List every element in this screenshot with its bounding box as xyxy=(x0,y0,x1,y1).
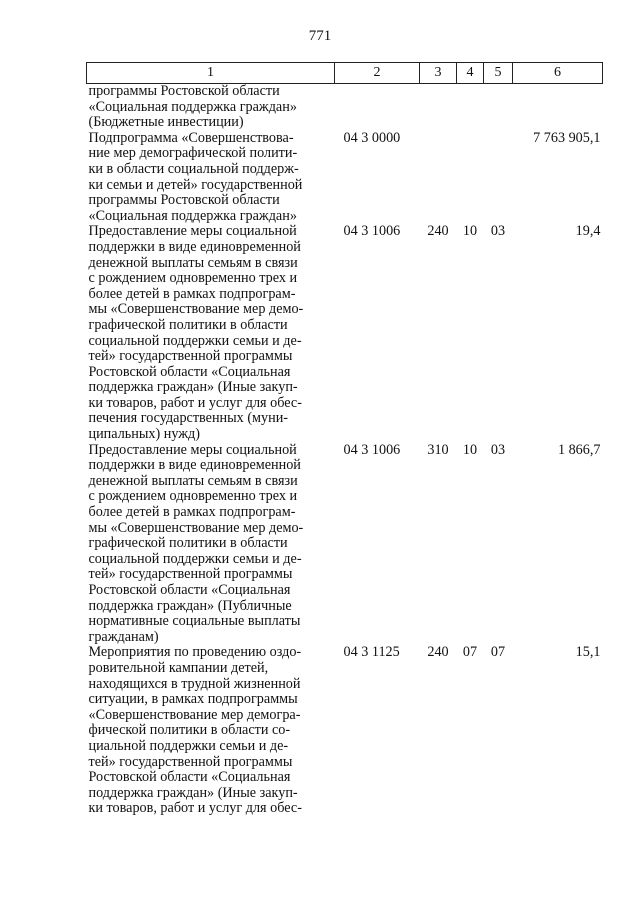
row-name-line: Подпрограмма «Совершенствова- xyxy=(88,129,294,146)
row-name xyxy=(87,84,335,131)
row-name-line: ние мер демографической полити- xyxy=(88,145,298,162)
header-col-pr: 5 xyxy=(484,63,513,84)
row-amount: 1 866,7 xyxy=(557,441,601,458)
header-col-rz: 4 xyxy=(457,63,484,84)
row-name xyxy=(87,131,335,225)
row-name-line: Ростовской области «Социальная xyxy=(88,363,291,380)
header-col-amount: 6 xyxy=(513,63,603,84)
row-name-line: более детей в рамках подпрограм- xyxy=(88,504,296,521)
table-row xyxy=(87,84,603,131)
row-name-line: более детей в рамках подпрограм- xyxy=(88,285,296,302)
row-name-line: программы Ростовской области xyxy=(88,83,280,99)
row-name-line: социальной поддержки семьи и де- xyxy=(88,550,302,567)
row-name-line: тей» государственной программы xyxy=(88,753,293,770)
row-name-line: нормативные социальные выплаты xyxy=(88,613,301,630)
row-code: 04 3 1006 xyxy=(343,223,401,240)
row-name-line: Ростовской области «Социальная xyxy=(88,769,291,786)
row-name-line: тей» государственной программы xyxy=(88,348,293,365)
row-pr: 07 xyxy=(490,644,506,661)
row-name-line: ситуации, в рамках подпрограммы xyxy=(88,691,298,708)
header-row xyxy=(87,63,603,84)
row-code: 04 3 0000 xyxy=(343,129,401,146)
page-number: 771 xyxy=(308,28,332,44)
header-col-code: 2 xyxy=(335,63,420,84)
row-name-line: мы «Совершенствование мер демо- xyxy=(88,301,304,318)
row-vr: 240 xyxy=(427,644,449,661)
row-name xyxy=(87,645,335,817)
row-name-line: ровительной кампании детей, xyxy=(88,659,269,676)
row-name-line: Ростовской области «Социальная xyxy=(88,582,291,598)
row-name-line: «Совершенствование мер демогра- xyxy=(88,706,301,723)
row-name-line: поддержка граждан» (Публичные xyxy=(88,597,292,614)
row-name-line: графической политики в области xyxy=(88,316,288,333)
row-amount xyxy=(513,84,603,131)
row-name-line: «Социальная поддержка граждан» xyxy=(88,207,297,224)
row-rz: 10 xyxy=(462,223,478,240)
row-name-line: с рождением одновременно трех и xyxy=(88,488,298,505)
row-name-line: фической политики в области со- xyxy=(88,722,291,739)
row-name-line: ки семьи и детей» государственной xyxy=(88,176,303,193)
row-code xyxy=(335,84,420,131)
row-vr: 240 xyxy=(427,223,449,240)
row-amount: 19,4 xyxy=(575,223,601,240)
row-name-line: печения государственных (муни- xyxy=(88,410,289,427)
row-name-line: поддержка граждан» (Иные закуп- xyxy=(88,379,298,396)
row-name-line: социальной поддержки семьи и де- xyxy=(88,332,302,349)
row-name-line: (Бюджетные инвестиции) xyxy=(88,114,244,131)
row-rz: 07 xyxy=(462,644,478,661)
row-pr: 03 xyxy=(490,441,506,458)
row-rz: 10 xyxy=(462,441,478,458)
row-amount: 7 763 905,1 xyxy=(533,129,601,146)
row-name-line: поддержка граждан» (Иные закуп- xyxy=(88,784,298,801)
row-amount: 15,1 xyxy=(575,644,601,661)
row-name-line: «Социальная поддержка граждан» xyxy=(88,98,297,115)
row-name-line: циальной поддержки семьи и де- xyxy=(88,737,289,754)
row-rz xyxy=(457,84,484,131)
row-name-line: Предоставление меры социальной xyxy=(88,223,297,240)
row-pr xyxy=(484,84,513,131)
row-name-line: Мероприятия по проведению оздо- xyxy=(88,644,302,661)
row-name-line: денежной выплаты семьям в связи xyxy=(88,472,298,489)
row-name-line: программы Ростовской области xyxy=(88,192,280,209)
row-name xyxy=(87,443,335,646)
row-name-line: ки в области социальной поддерж- xyxy=(88,160,299,177)
header-col-vr: 3 xyxy=(420,63,457,84)
row-name-line: денежной выплаты семьям в связи xyxy=(88,254,298,271)
row-name-line: ки товаров, работ и услуг для обес- xyxy=(88,394,302,411)
row-name-line: мы «Совершенствование мер демо- xyxy=(88,519,304,536)
row-name-line: Предоставление меры социальной xyxy=(88,441,297,458)
row-name-line: ципальных) нужд) xyxy=(88,426,200,443)
table-row xyxy=(87,443,603,646)
row-vr xyxy=(420,131,457,225)
row-name-line: находящихся в трудной жизненной xyxy=(88,675,301,692)
budget-table xyxy=(86,62,603,817)
row-code: 04 3 1006 xyxy=(343,441,401,458)
table-row xyxy=(87,131,603,225)
row-name-line: графической политики в области xyxy=(88,535,288,552)
row-name-line: гражданам) xyxy=(88,628,159,645)
row-name-line: с рождением одновременно трех и xyxy=(88,270,298,287)
table-header xyxy=(87,63,603,84)
row-rz xyxy=(457,131,484,225)
table-row xyxy=(87,224,603,442)
row-vr: 310 xyxy=(427,441,449,458)
row-name-line: тей» государственной программы xyxy=(88,566,293,583)
row-name-line: поддержки в виде единовременной xyxy=(88,457,301,474)
row-pr xyxy=(484,131,513,225)
table-row xyxy=(87,645,603,817)
row-pr: 03 xyxy=(490,223,506,240)
row-name-line: поддержки в виде единовременной xyxy=(88,238,301,255)
row-name-line: ки товаров, работ и услуг для обес- xyxy=(88,800,302,817)
header-col-name: 1 xyxy=(87,63,335,84)
row-code: 04 3 1125 xyxy=(343,644,400,661)
row-vr xyxy=(420,84,457,131)
row-name xyxy=(87,224,335,442)
